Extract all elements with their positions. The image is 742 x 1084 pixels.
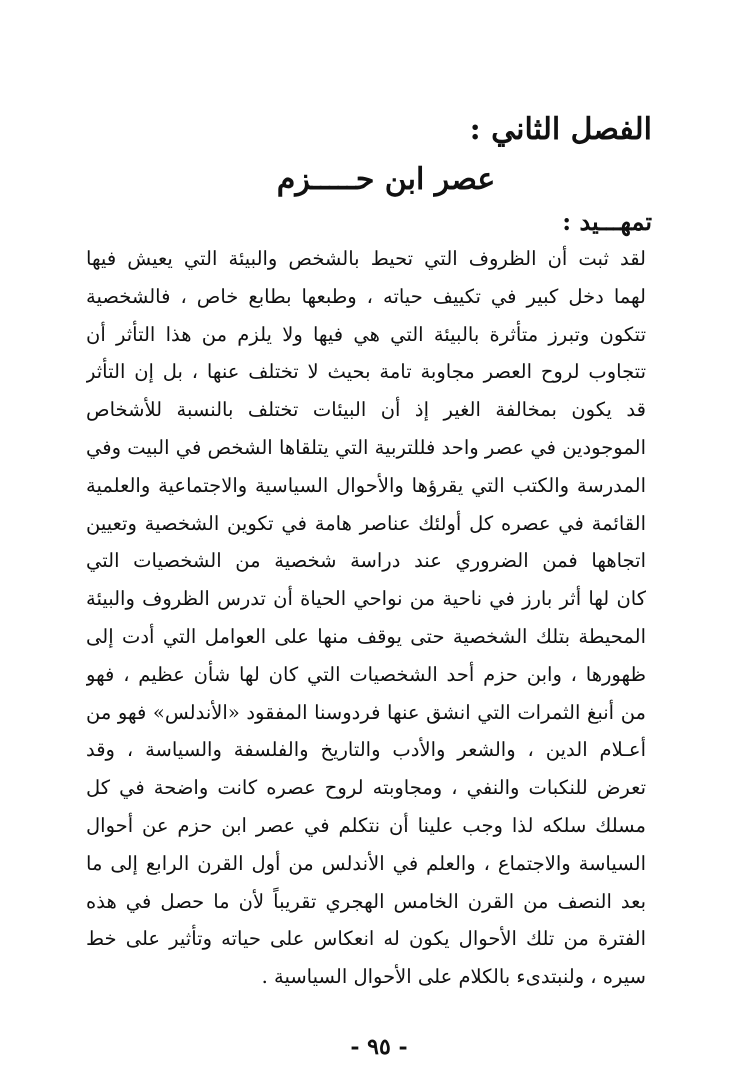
section-label: تمهـــيد : — [562, 207, 652, 236]
text-line: ظهورها ، وابن حزم أحد الشخصيات التي كان لها شأن عظيم ، فهو — [86, 662, 646, 686]
text-line: قد يكون بمخالفة الغير إذ أن البيئات تختلف بالنسبة للأشخاص — [86, 398, 646, 422]
text-line: مسلك سلكه لذا وجب علينا أن نتكلم في عصر ابن حزم عن أحوال — [86, 813, 646, 837]
text-line: تعرض للنكبات والنفي ، ومجاوبته لروح عصره كانت واضحة في كل — [86, 776, 646, 800]
text-line-last: سيره ، ولنبتدىء بالكلام على الأحوال السياسية . — [261, 965, 646, 989]
text-line: لقد ثبت أن الظروف التي تحيط بالشخص والبيئة التي يعيش فيها — [86, 247, 646, 270]
text-line: الفترة من تلك الأحوال يكون له انعكاس على حياته وتأثير على خط — [86, 927, 646, 951]
body-paragraph — [86, 240, 646, 996]
chapter-subtitle: عصر ابن حـــــزم — [276, 162, 496, 197]
text-line: تتجاوب لروح العصر مجاوبة تامة بحيث لا تختلف عنها ، بل إن التأثر — [86, 360, 646, 384]
text-line: السياسة والاجتماع ، والعلم في الأندلس من أول القرن الرابع إلى ما — [86, 851, 646, 875]
text-line: أعـلام الدين ، والشعر والأدب والتاريخ والفلسفة والسياسة ، وقد — [86, 738, 646, 762]
text-line: القائمة في عصره كل أولئك عناصر هامة في تكوين الشخصية وتعيين — [86, 511, 646, 535]
text-line: لهما دخل كبير في تكييف حياته ، وطبعها بطابع خاص ، فالشخصية — [86, 284, 646, 308]
chapter-heading: الفصل الثاني : — [469, 112, 652, 147]
text-line: اتجاهها فمن الضروري عند دراسة شخصية من الشخصيات التي — [86, 549, 646, 573]
text-line: من أنبغ الثمرات التي انشق عنها فردوسنا المفقود «الأندلس» فهو من — [86, 700, 646, 724]
text-line: المحيطة بتلك الشخصية حتى يوقف منها على العوامل التي أدت إلى — [86, 624, 646, 648]
text-line: الموجودين في عصر واحد فللتربية التي يتلقاها الشخص في البيت وفي — [86, 435, 646, 459]
text-line: كان لها أثر بارز في ناحية من نواحي الحياة أن تدرس الظروف والبيئة — [86, 587, 646, 611]
text-line: المدرسة والكتب التي يقرؤها والأحوال السياسية والاجتماعية والعلمية — [86, 473, 646, 497]
text-line: بعد النصف من القرن الخامس الهجري تقريباً لأن ما حصل في هذه — [86, 889, 646, 913]
text-line: تتكون وتبرز متأثرة بالبيئة التي هي فيها ولا يلزم من هذا التأثر أن — [86, 322, 646, 346]
page-number: - ٩٥ - — [350, 1034, 408, 1060]
